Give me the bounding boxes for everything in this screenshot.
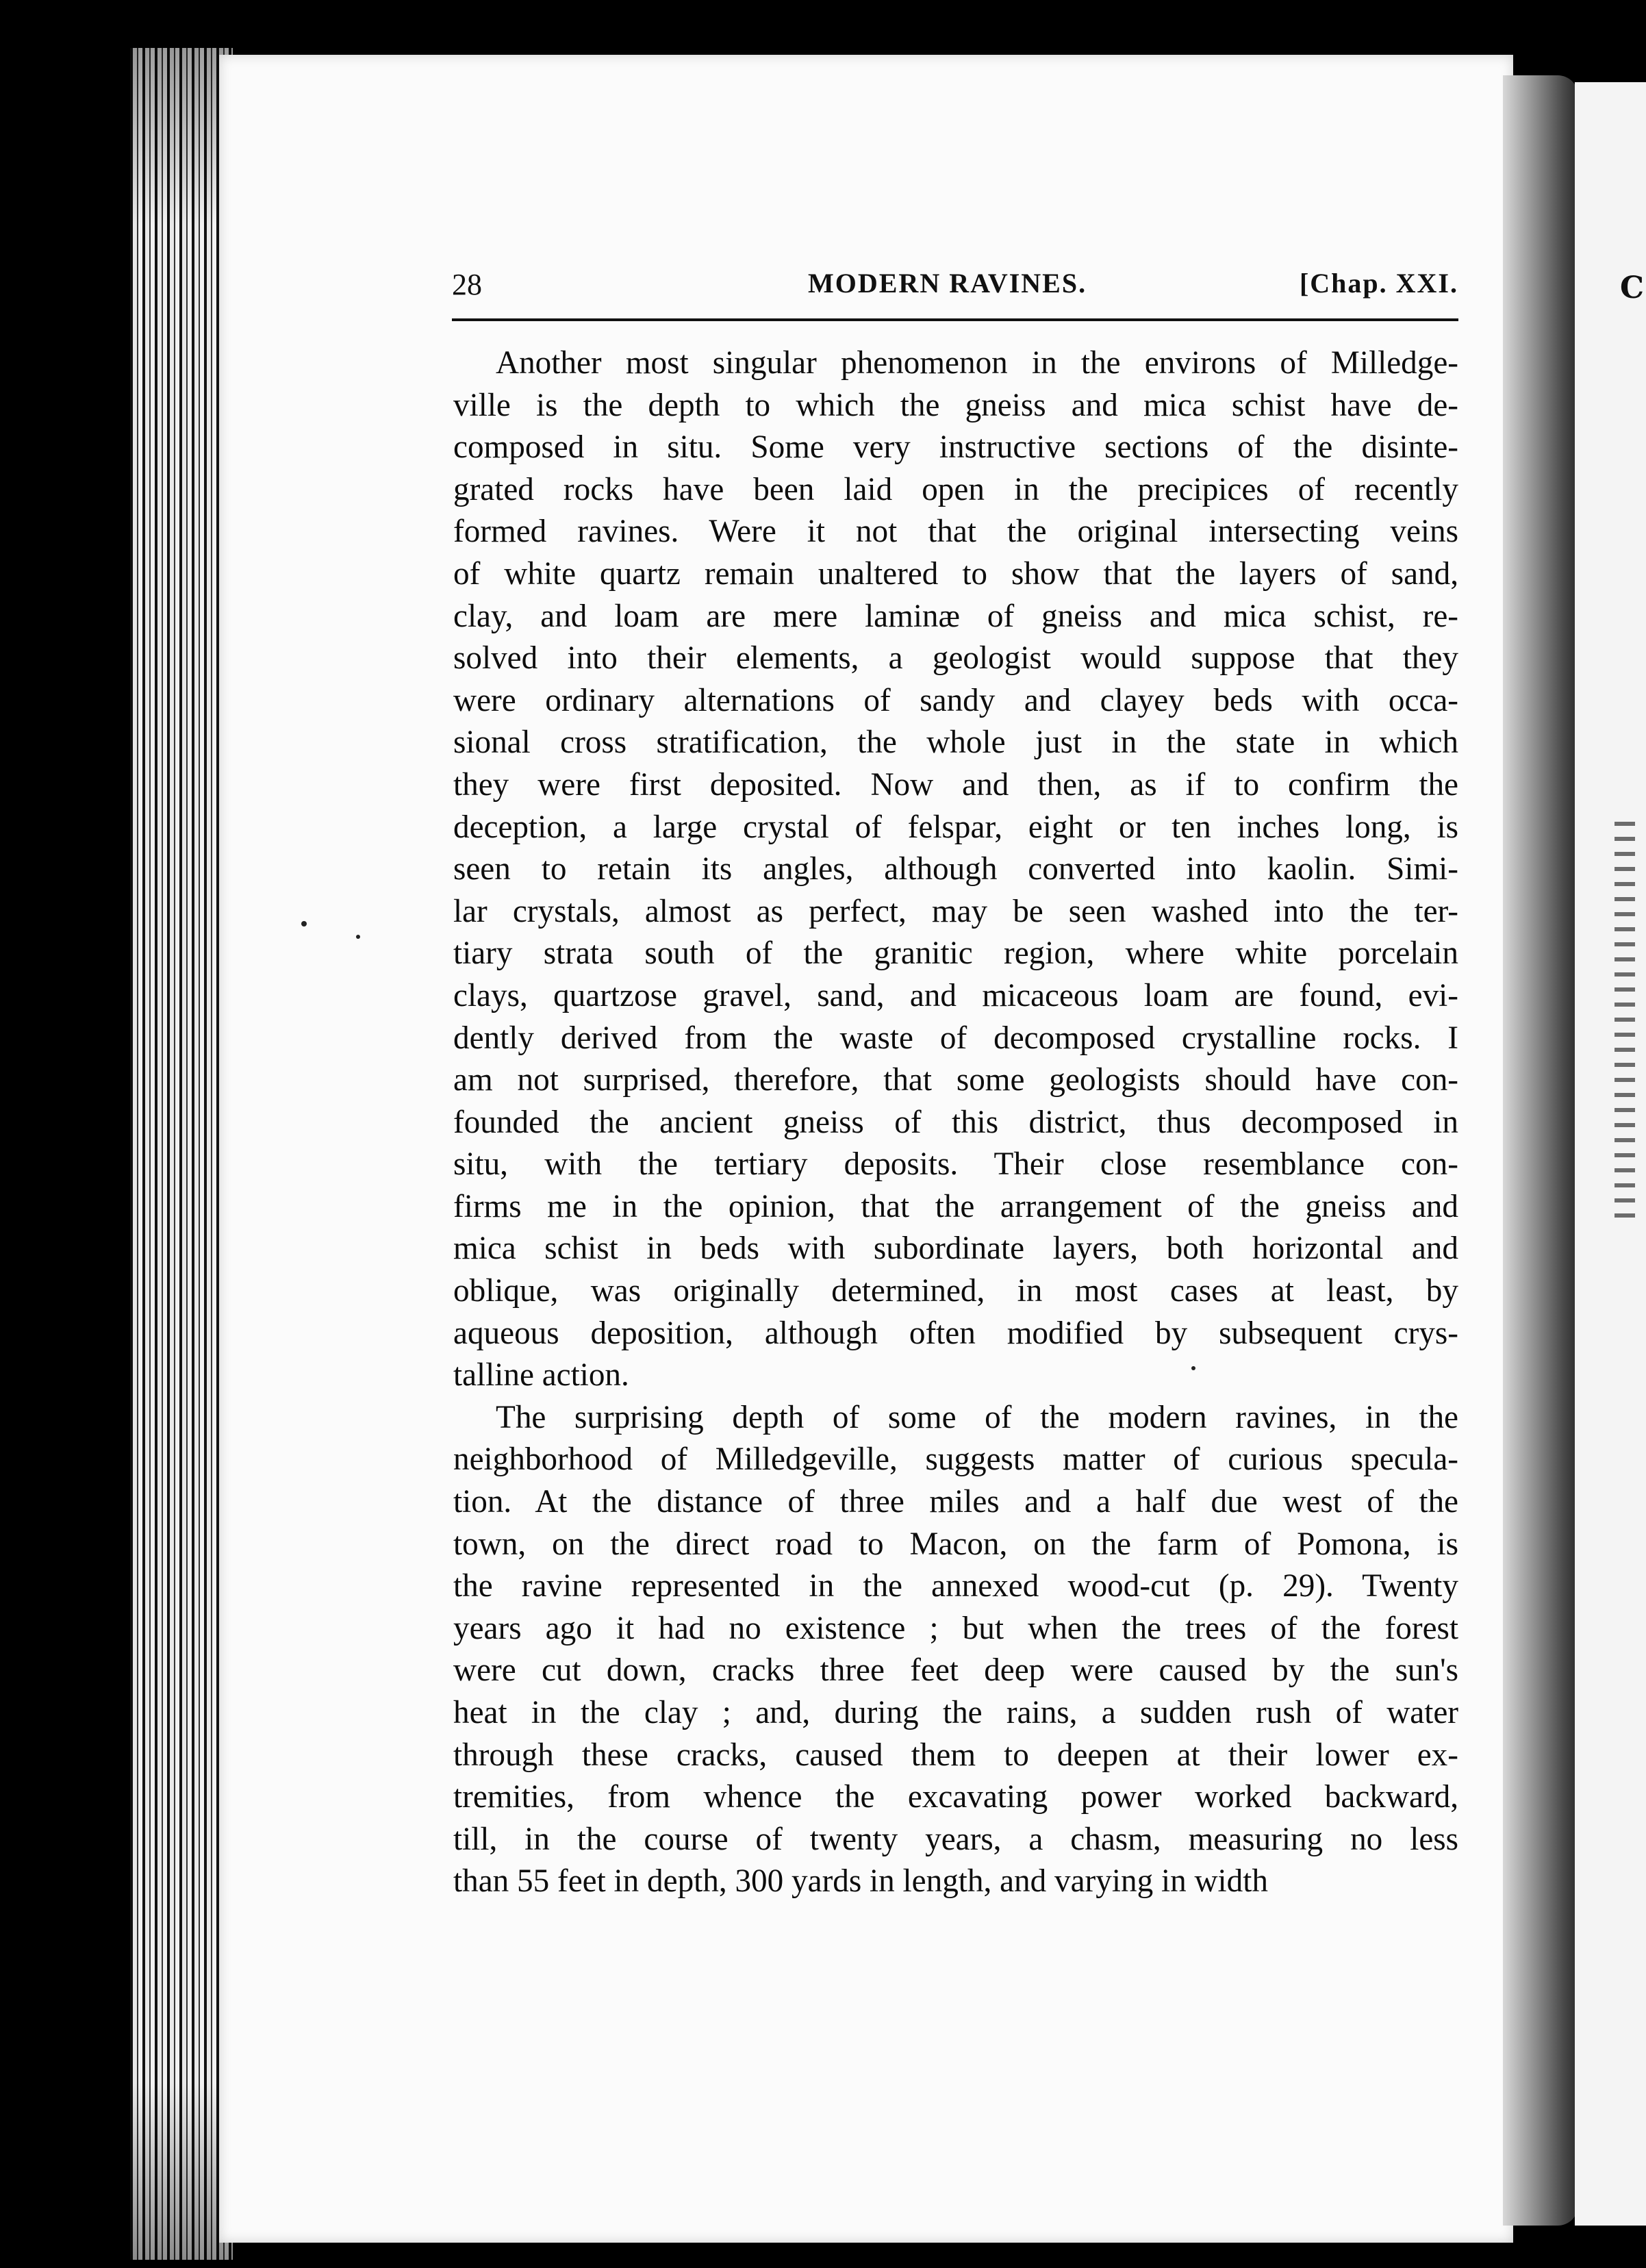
text-line: through these cracks, caused them to deepen at their lower ex-	[453, 1737, 1458, 1773]
running-header	[452, 267, 1458, 308]
text-line: clays, quartzose gravel, sand, and micaceous loam are found, evi-	[453, 977, 1458, 1013]
book-gutter	[1503, 75, 1578, 2226]
text-line: deception, a large crystal of felspar, eight or ten inches long, is	[453, 809, 1458, 845]
scan-speck	[301, 921, 307, 927]
text-line: till, in the course of twenty years, a chasm, measuring no less	[453, 1821, 1458, 1857]
text-line: were ordinary alternations of sandy and clayey beds with occa-	[453, 682, 1458, 718]
text-line: composed in situ. Some very instructive sections of the disinte-	[453, 429, 1458, 466]
text-line: mica schist in beds with subordinate layers, both horizontal and	[453, 1231, 1458, 1267]
text-line: tiary strata south of the granitic region, where white porcelain	[453, 935, 1458, 972]
text-line: years ago it had no existence ; but when the trees of the forest	[453, 1610, 1458, 1646]
text-line: oblique, was originally determined, in most cases at least, by	[453, 1273, 1458, 1309]
text-line: than 55 feet in depth, 300 yards in length, and varying in width	[453, 1863, 1268, 1900]
text-line: grated rocks have been laid open in the precipices of recently	[453, 471, 1458, 507]
paragraph	[453, 1397, 1458, 1903]
text-line: clay, and loam are mere laminæ of gneiss and mica schist, re-	[453, 598, 1458, 634]
text-line: were cut down, cracks three feet deep were caused by the sun's	[453, 1652, 1458, 1689]
text-line: sional cross stratification, the whole just in the state in which	[453, 724, 1458, 761]
chapter-reference: [Chap. XXI.	[1299, 268, 1458, 299]
text-line: Another most singular phenomenon in the environs of Milledge-	[496, 345, 1458, 381]
opposite-page	[1575, 82, 1646, 2226]
text-line: of white quartz remain unaltered to show that the layers of sand,	[453, 555, 1458, 592]
scan-speck	[1191, 1366, 1195, 1370]
running-title: MODERN RAVINES.	[808, 268, 1087, 299]
text-line: they were first deposited. Now and then, as if to confirm the	[453, 766, 1458, 803]
text-line: tion. At the distance of three miles and a half due west of the	[453, 1484, 1458, 1520]
text-line: heat in the clay ; and, during the rains, a sudden rush of water	[453, 1695, 1458, 1730]
opposite-page-bleed-through	[1615, 822, 1635, 1219]
text-line: formed ravines. Were it not that the original intersecting veins	[453, 514, 1458, 550]
text-line: aqueous deposition, although often modified by subsequent crys-	[453, 1315, 1458, 1351]
header-rule	[452, 318, 1458, 321]
text-line: seen to retain its angles, although converted into kaolin. Simi-	[453, 851, 1458, 887]
text-line: the ravine represented in the annexed wood-cut (p. 29). Twenty	[453, 1568, 1458, 1604]
text-line: firms me in the opinion, that the arrangement of the gneiss and	[453, 1188, 1458, 1224]
opposite-page-fragment: C	[1620, 270, 1645, 305]
text-line: The surprising depth of some of the modern ravines, in the	[496, 1399, 1458, 1435]
text-line: tremities, from whence the excavating power worked backward,	[453, 1779, 1458, 1815]
text-line: dently derived from the waste of decomposed crystalline rocks. I	[453, 1020, 1458, 1056]
text-line: talline action.	[453, 1357, 629, 1394]
text-line: solved into their elements, a geologist would suppose that they	[453, 640, 1458, 677]
paragraph	[453, 342, 1458, 1397]
page-edges-shadow	[130, 48, 233, 2260]
page-number: 28	[452, 268, 482, 301]
text-line: founded the ancient gneiss of this district, thus decomposed in	[453, 1104, 1458, 1140]
text-line: am not surprised, therefore, that some geologists should have con-	[453, 1062, 1458, 1098]
text-line: town, on the direct road to Macon, on the farm of Pomona, is	[453, 1526, 1458, 1562]
text-line: lar crystals, almost as perfect, may be seen washed into the ter-	[453, 893, 1458, 929]
scan-speck	[356, 935, 360, 939]
text-line: situ, with the tertiary deposits. Their close resemblance con-	[453, 1146, 1458, 1183]
body-text	[453, 342, 1458, 1903]
text-line: neighborhood of Milledgeville, suggests matter of curious specula-	[453, 1441, 1458, 1478]
text-line: ville is the depth to which the gneiss and mica schist have de-	[453, 387, 1458, 423]
